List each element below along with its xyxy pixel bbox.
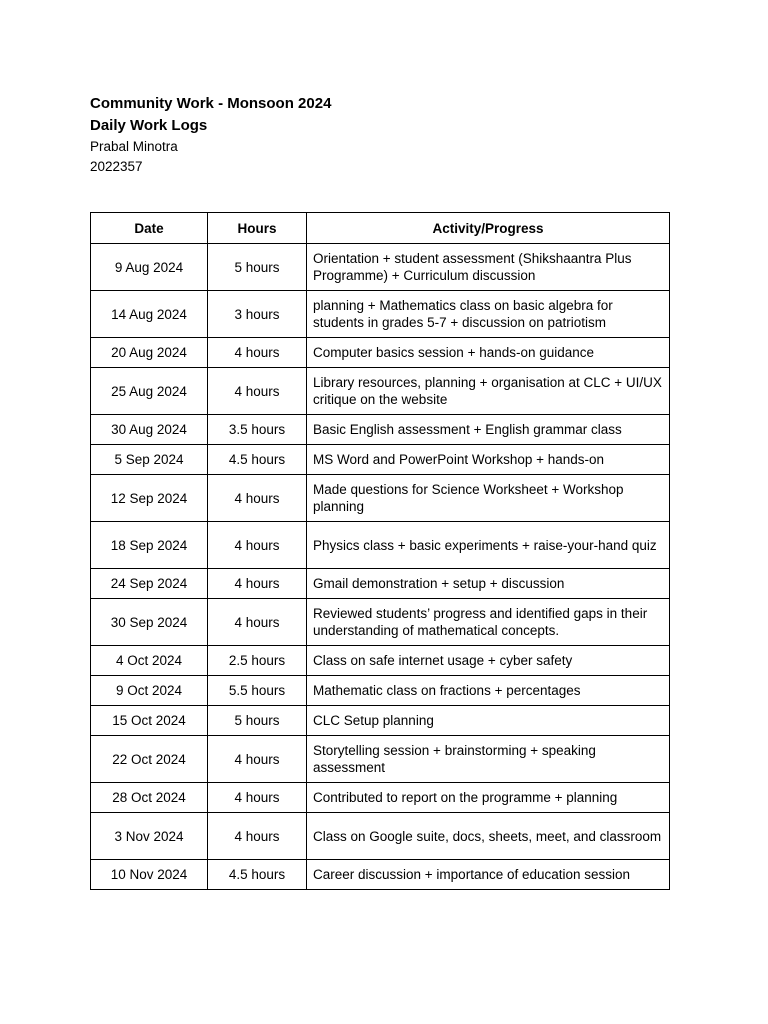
- table-row: [91, 783, 670, 813]
- date-cell: 22 Oct 2024: [91, 736, 208, 783]
- date-cell: 10 Nov 2024: [91, 860, 208, 890]
- hours-cell: 4 hours: [208, 599, 307, 646]
- date-cell: 9 Oct 2024: [91, 676, 208, 706]
- hours-cell: 4 hours: [208, 522, 307, 569]
- header-date: Date: [91, 213, 208, 244]
- table-header-row: [91, 213, 670, 244]
- table-row: [91, 860, 670, 890]
- table-body: [91, 244, 670, 890]
- activity-cell: Career discussion + importance of education session: [307, 860, 670, 890]
- work-log-table: [90, 212, 670, 890]
- date-cell: 15 Oct 2024: [91, 706, 208, 736]
- hours-cell: 2.5 hours: [208, 646, 307, 676]
- table-row: [91, 646, 670, 676]
- author-name: Prabal Minotra: [90, 139, 178, 154]
- hours-cell: 4 hours: [208, 783, 307, 813]
- date-cell: 5 Sep 2024: [91, 445, 208, 475]
- hours-cell: 4 hours: [208, 368, 307, 415]
- activity-cell: Contributed to report on the programme + planning: [307, 783, 670, 813]
- date-cell: 25 Aug 2024: [91, 368, 208, 415]
- hours-cell: 5 hours: [208, 706, 307, 736]
- date-cell: 28 Oct 2024: [91, 783, 208, 813]
- table-row: [91, 368, 670, 415]
- activity-cell: Orientation + student assessment (Shikshaantra Plus Programme) + Curriculum discussion: [307, 244, 670, 291]
- student-id: 2022357: [90, 159, 143, 174]
- table-row: [91, 676, 670, 706]
- table-row: [91, 445, 670, 475]
- date-cell: 30 Sep 2024: [91, 599, 208, 646]
- hours-cell: 4 hours: [208, 338, 307, 368]
- hours-cell: 4.5 hours: [208, 445, 307, 475]
- hours-cell: 4.5 hours: [208, 860, 307, 890]
- date-cell: 18 Sep 2024: [91, 522, 208, 569]
- table-row: [91, 291, 670, 338]
- activity-cell: Computer basics session + hands-on guidance: [307, 338, 670, 368]
- activity-cell: Physics class + basic experiments + raise-your-hand quiz: [307, 522, 670, 569]
- activity-cell: Class on Google suite, docs, sheets, meet, and classroom: [307, 813, 670, 860]
- hours-cell: 5.5 hours: [208, 676, 307, 706]
- date-cell: 20 Aug 2024: [91, 338, 208, 368]
- activity-cell: Class on safe internet usage + cyber safety: [307, 646, 670, 676]
- date-cell: 14 Aug 2024: [91, 291, 208, 338]
- activity-cell: Made questions for Science Worksheet + Workshop planning: [307, 475, 670, 522]
- date-cell: 12 Sep 2024: [91, 475, 208, 522]
- date-cell: 30 Aug 2024: [91, 415, 208, 445]
- activity-cell: planning + Mathematics class on basic algebra for students in grades 5-7 + discussion on patriotism: [307, 291, 670, 338]
- document-title: Community Work - Monsoon 2024: [90, 95, 332, 112]
- activity-cell: Library resources, planning + organisation at CLC + UI/UX critique on the website: [307, 368, 670, 415]
- table-row: [91, 522, 670, 569]
- table-row: [91, 813, 670, 860]
- activity-cell: Basic English assessment + English grammar class: [307, 415, 670, 445]
- document-subtitle: Daily Work Logs: [90, 117, 208, 134]
- activity-cell: MS Word and PowerPoint Workshop + hands-on: [307, 445, 670, 475]
- table-row: [91, 706, 670, 736]
- document-header: [90, 93, 331, 177]
- activity-cell: Gmail demonstration + setup + discussion: [307, 569, 670, 599]
- table-row: [91, 415, 670, 445]
- hours-cell: 4 hours: [208, 813, 307, 860]
- header-activity: Activity/Progress: [307, 213, 670, 244]
- hours-cell: 4 hours: [208, 736, 307, 783]
- activity-cell: CLC Setup planning: [307, 706, 670, 736]
- activity-cell: Mathematic class on fractions + percentages: [307, 676, 670, 706]
- hours-cell: 4 hours: [208, 475, 307, 522]
- hours-cell: 3.5 hours: [208, 415, 307, 445]
- table-row: [91, 736, 670, 783]
- activity-cell: Reviewed students’ progress and identified gaps in their understanding of mathematical concepts.: [307, 599, 670, 646]
- table-row: [91, 338, 670, 368]
- date-cell: 9 Aug 2024: [91, 244, 208, 291]
- hours-cell: 5 hours: [208, 244, 307, 291]
- hours-cell: 4 hours: [208, 569, 307, 599]
- date-cell: 24 Sep 2024: [91, 569, 208, 599]
- table-row: [91, 599, 670, 646]
- activity-cell: Storytelling session + brainstorming + speaking assessment: [307, 736, 670, 783]
- date-cell: 3 Nov 2024: [91, 813, 208, 860]
- date-cell: 4 Oct 2024: [91, 646, 208, 676]
- header-hours: Hours: [208, 213, 307, 244]
- table-row: [91, 475, 670, 522]
- hours-cell: 3 hours: [208, 291, 307, 338]
- table-row: [91, 244, 670, 291]
- table-row: [91, 569, 670, 599]
